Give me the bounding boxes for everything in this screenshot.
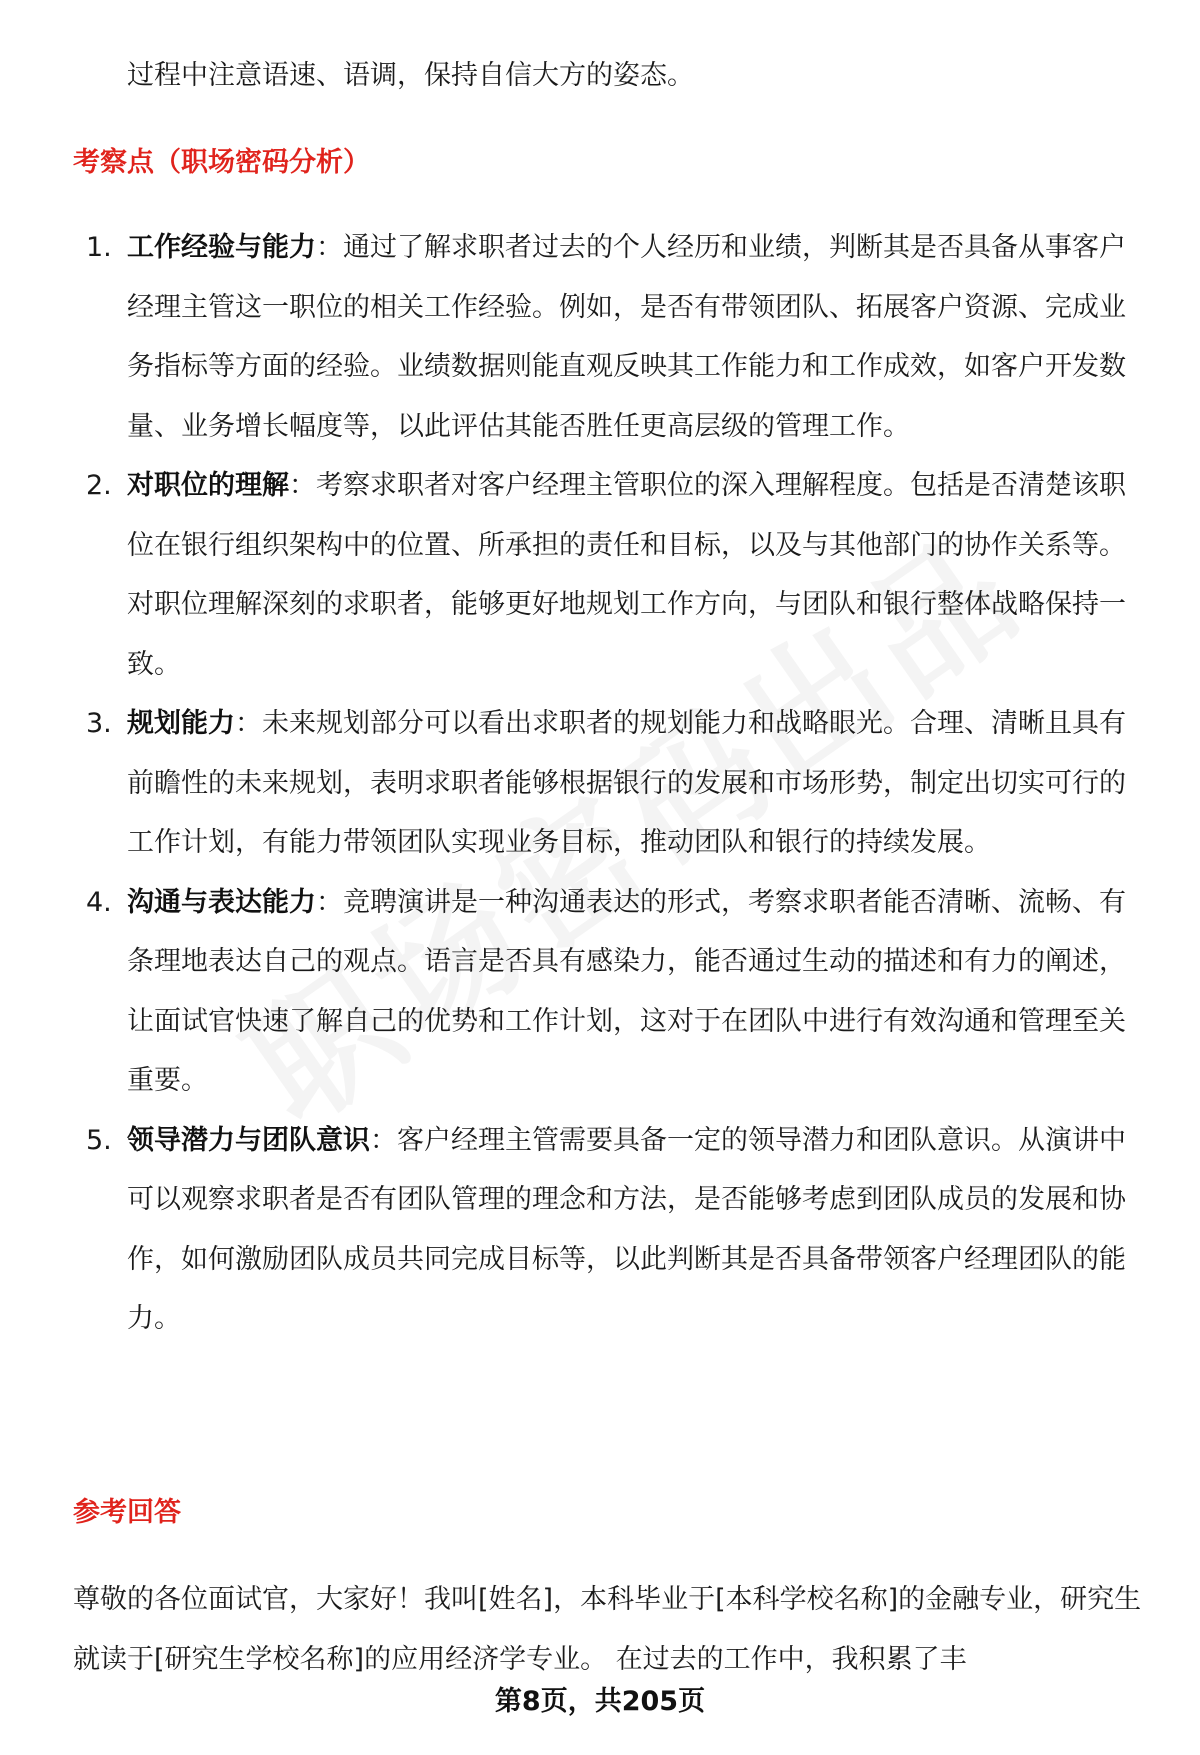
point-separator: ： bbox=[235, 708, 262, 739]
point-title: 沟通与表达能力 bbox=[127, 886, 316, 918]
point-separator: ： bbox=[289, 470, 316, 501]
list-number: 1. bbox=[86, 232, 112, 263]
point-title: 领导潜力与团队意识 bbox=[127, 1124, 370, 1156]
list-item bbox=[73, 694, 1143, 873]
point-separator: ： bbox=[316, 886, 343, 918]
point-separator: ： bbox=[370, 1124, 397, 1156]
point-text: 竞聘演讲是一种沟通表达的形式，考察求职者能否清晰、流畅、有条理地表达自己的观点。语言是否具有感染力，能否通过生动的描述和有力的阐述，让面试官快速了解自己的优势和工作计划，这对于在团队中进行有效沟通和管理至关重要。 bbox=[127, 886, 1126, 1096]
list-number: 3. bbox=[86, 708, 112, 739]
point-text: 客户经理主管需要具备一定的领导潜力和团队意识。从演讲中可以观察求职者是否有团队管理的理念和方法，是否能够考虑到团队成员的发展和协作，如何激励团队成员共同完成目标等，以此判断其是否具备带领客户经理团队的能力。 bbox=[127, 1124, 1126, 1334]
list-number: 5. bbox=[86, 1124, 112, 1156]
section-heading-assessment: 考察点（职场密码分析） bbox=[73, 147, 370, 178]
assessment-points-list bbox=[73, 218, 1143, 1349]
list-item bbox=[73, 1111, 1143, 1349]
list-item bbox=[73, 456, 1143, 694]
answer-paragraph: 尊敬的各位面试官，大家好！我叫[姓名]，本科毕业于[本科学校名称]的金融专业，研究生就读于[研究生学校名称]的应用经济学专业。 在过去的工作中，我积累了丰 bbox=[73, 1584, 1142, 1675]
list-number: 4. bbox=[86, 886, 112, 918]
section-heading-reference-answer: 参考回答 bbox=[73, 1497, 181, 1528]
page-footer: 第8页，共205页 bbox=[494, 1686, 706, 1717]
point-title: 工作经验与能力 bbox=[127, 232, 316, 263]
point-text: 考察求职者对客户经理主管职位的深入理解程度。包括是否清楚该职位在银行组织架构中的位置、所承担的责任和目标，以及与其他部门的协作关系等。对职位理解深刻的求职者，能够更好地规划工作方向，与团队和银行整体战略保持一致。 bbox=[127, 470, 1126, 680]
point-text: 未来规划部分可以看出求职者的规划能力和战略眼光。合理、清晰且具有前瞻性的未来规划，表明求职者能够根据银行的发展和市场形势，制定出切实可行的工作计划，有能力带领团队实现业务目标，推动团队和银行的持续发展。 bbox=[127, 708, 1126, 858]
list-item bbox=[73, 873, 1143, 1111]
point-title: 规划能力 bbox=[127, 708, 235, 739]
point-text: 通过了解求职者过去的个人经历和业绩，判断其是否具备从事客户经理主管这一职位的相关工作经验。例如，是否有带领团队、拓展客户资源、完成业务指标等方面的经验。业绩数据则能直观反映其工作能力和工作成效，如客户开发数量、业务增长幅度等，以此评估其能否胜任更高层级的管理工作。 bbox=[127, 232, 1126, 442]
list-number: 2. bbox=[86, 470, 112, 501]
list-item bbox=[73, 218, 1143, 456]
intro-paragraph: 过程中注意语速、语调，保持自信大方的姿态。 bbox=[127, 60, 694, 91]
point-separator: ： bbox=[316, 232, 343, 263]
point-title: 对职位的理解 bbox=[127, 470, 289, 501]
